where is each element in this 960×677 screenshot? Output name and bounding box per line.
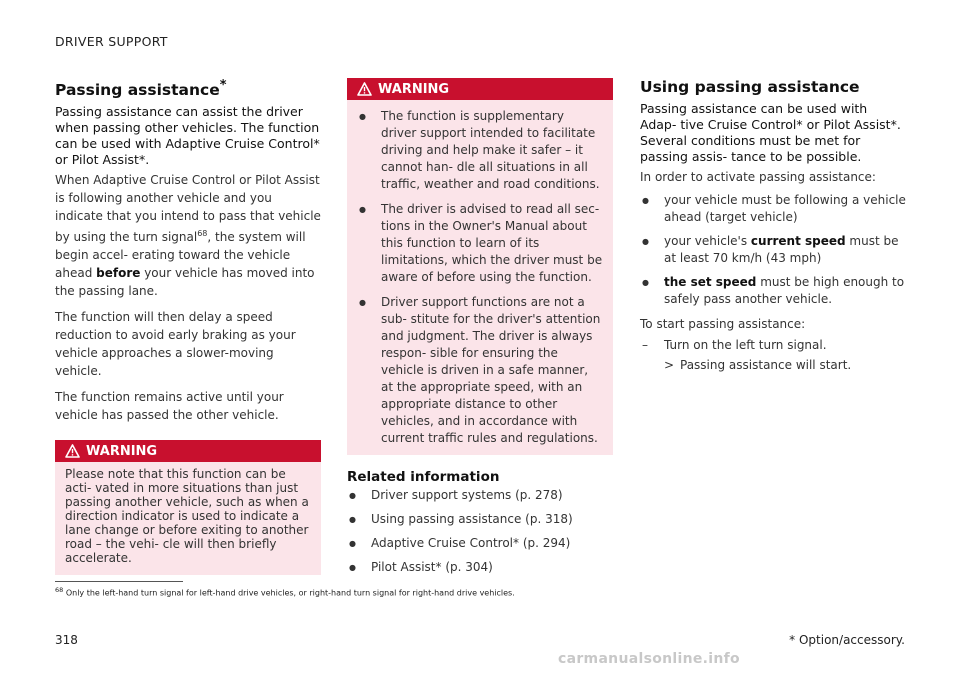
dash-icon: – [642, 338, 648, 352]
step-item: – Turn on the left turn signal. [642, 338, 827, 352]
bullet-icon: ● [359, 298, 366, 307]
list-item: ● The function is supplementary driver support intended to facilitate driving and help make it safer – it cannot han- dle all situations in all traffic, weather and road conditions. [359, 109, 600, 191]
bullet-icon: ● [359, 205, 366, 214]
list-item: ● the set speed must be high enough to safely pass another vehicle. [642, 275, 905, 306]
warning-triangle-icon [65, 444, 80, 458]
warning-box [55, 440, 321, 575]
option-star: * [219, 78, 227, 93]
column-warning-related [347, 78, 613, 583]
warning-header: WARNING [55, 440, 321, 462]
intro-text: In order to activate passing assistance: [640, 170, 876, 184]
lead-paragraph-2: Passing assistance can be used with Adap- tive Cruise Control* or Pilot Assist*. Several conditions must be met for passing assis- tance to be possible. [640, 101, 901, 164]
bullet-icon: ● [642, 278, 649, 287]
list-item: ● The driver is advised to read all sec- tions in the Owner's Manual about this function to learn of its limitations, which the driver must be aware of before using the function. [359, 202, 603, 284]
bullet-icon: ● [359, 112, 366, 121]
related-link[interactable]: ● Driver support systems (p. 278) [349, 488, 563, 502]
start-intro-text: To start passing assistance: [640, 317, 806, 331]
footnote: $^{68}$ Only the left-hand turn signal for left-hand drive vehicles, or right-hand turn signal for right-hand drive vehicles. [55, 586, 515, 598]
body-paragraph-3: The function remains active until your vehicle has passed the other vehicle. [55, 390, 284, 423]
steps-list [640, 337, 906, 354]
list-item: ● Driver support functions are not a sub- stitute for the driver's attention and judgment. The driver is always respon- sible for ensuring the vehicle is driven in a safe manner, at the appropriate speed, with an appropriate distance to other vehicles, and in accordance with current traffic rules and regulations. [359, 295, 601, 445]
footnote-ref[interactable]: 68 [197, 229, 208, 239]
warning-text: Please note that this function can be acti- vated in more situations than just passing another vehicle, such as when a direction indicator is used to indicate a lane change or before exiting to another road – the vehi- cle will then briefly accelerate. [65, 467, 309, 566]
body-paragraph-1: When Adaptive Cruise Control or Pilot Assist is following another vehicle and you indicate that you intend to pass that vehicle by using the turn signal$^{68}$, the system will begin accel- erating toward the vehicle ahead before your vehicle has moved into the passing lane. [55, 173, 321, 299]
related-link[interactable]: ● Using passing assistance (p. 318) [349, 512, 573, 526]
warning-header-2: WARNING [347, 78, 613, 100]
option-accessory-note: * Option/accessory. [789, 633, 905, 647]
body-paragraph-2: The function will then delay a speed reduction to avoid early braking as your vehicle approaches a slower-moving vehicle. [55, 310, 296, 379]
section-title: Passing assistance* [55, 78, 227, 100]
page-number: 318 [55, 633, 78, 647]
result-arrow-icon: > [664, 358, 675, 372]
related-information-title: Related information [347, 469, 500, 485]
list-item: ● your vehicle's current speed must be at least 70 km/h (43 mph) [642, 234, 899, 265]
bullet-icon: ● [642, 237, 649, 246]
bullet-icon: ● [349, 515, 356, 524]
related-link[interactable]: ● Pilot Assist* (p. 304) [349, 560, 493, 574]
bullet-icon: ● [349, 491, 356, 500]
warning-triangle-icon [357, 82, 372, 96]
conditions-list [640, 192, 906, 308]
watermark: carmanualsonline.info [558, 651, 740, 667]
section-title-2: Using passing assistance [640, 78, 860, 96]
column-passing-assistance [55, 78, 321, 583]
column-using-passing-assistance [640, 78, 906, 374]
warning-list [347, 100, 613, 455]
list-item: ● your vehicle must be following a vehicle ahead (target vehicle) [642, 193, 906, 224]
bullet-icon: ● [349, 539, 356, 548]
bullet-icon: ● [642, 196, 649, 205]
step-result: > Passing assistance will start. [664, 358, 852, 372]
warning-box-2 [347, 78, 613, 455]
related-link[interactable]: ● Adaptive Cruise Control* (p. 294) [349, 536, 571, 550]
section-header: DRIVER SUPPORT [55, 34, 168, 49]
lead-paragraph: Passing assistance can assist the driver when passing other vehicles. The function can be used with Adaptive Cruise Control* or Pilot Assist*. [55, 104, 320, 168]
footnote-divider [55, 581, 183, 582]
related-list [347, 487, 613, 576]
bullet-icon: ● [349, 563, 356, 572]
